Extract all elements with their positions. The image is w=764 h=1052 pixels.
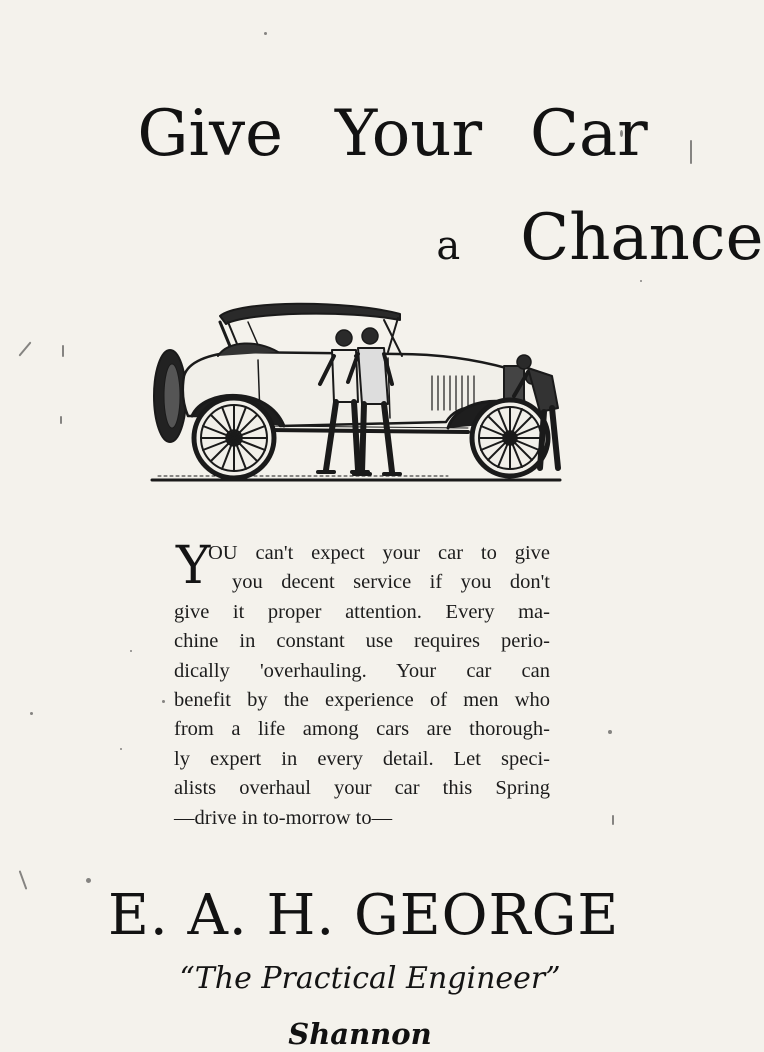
paper-speck xyxy=(62,345,64,357)
paper-speck xyxy=(18,341,31,356)
body-line: chine in constant use requires perio- xyxy=(174,630,550,653)
body-line: give it proper attention. Every ma- xyxy=(174,600,550,623)
business-name: E. A. H. GEORGE xyxy=(108,883,620,948)
business-tagline: “The Practical Engineer” xyxy=(179,961,561,996)
body-line: from a life among cars are thorough- xyxy=(174,718,550,741)
headline-word-give: Give xyxy=(137,97,283,171)
body-line: dically 'overhauling. Your car can xyxy=(174,659,550,682)
headline-word-chance: Chance xyxy=(520,201,764,275)
paper-speck xyxy=(19,870,28,889)
body-line: ly expert in every detail. Let speci- xyxy=(174,747,550,770)
body-copy xyxy=(174,536,550,833)
body-line: you decent service if you don't xyxy=(232,571,550,594)
body-line: alists overhaul your car this Spring xyxy=(174,777,550,800)
paper-speck xyxy=(86,878,91,883)
headline-word-car: Car xyxy=(530,97,648,171)
paper-speck xyxy=(608,730,612,734)
paper-speck xyxy=(162,700,165,703)
paper-speck xyxy=(60,416,62,424)
paper-speck xyxy=(30,712,33,715)
headline-word-a: a xyxy=(436,223,461,269)
body-line: —drive in to-morrow to— xyxy=(174,806,393,829)
body-line: benefit by the experience of men who xyxy=(174,688,550,711)
body-line: OU can't expect your car to give xyxy=(208,542,550,564)
paper-speck xyxy=(120,748,122,750)
drop-cap: Y xyxy=(176,536,211,596)
paper-speck xyxy=(612,815,614,825)
paper-speck xyxy=(264,32,267,35)
paper-speck xyxy=(130,650,132,652)
business-location: Shannon xyxy=(288,1017,432,1051)
vintage-touring-car-with-mechanics-icon xyxy=(148,292,572,490)
headline-word-your: Your xyxy=(335,97,483,171)
